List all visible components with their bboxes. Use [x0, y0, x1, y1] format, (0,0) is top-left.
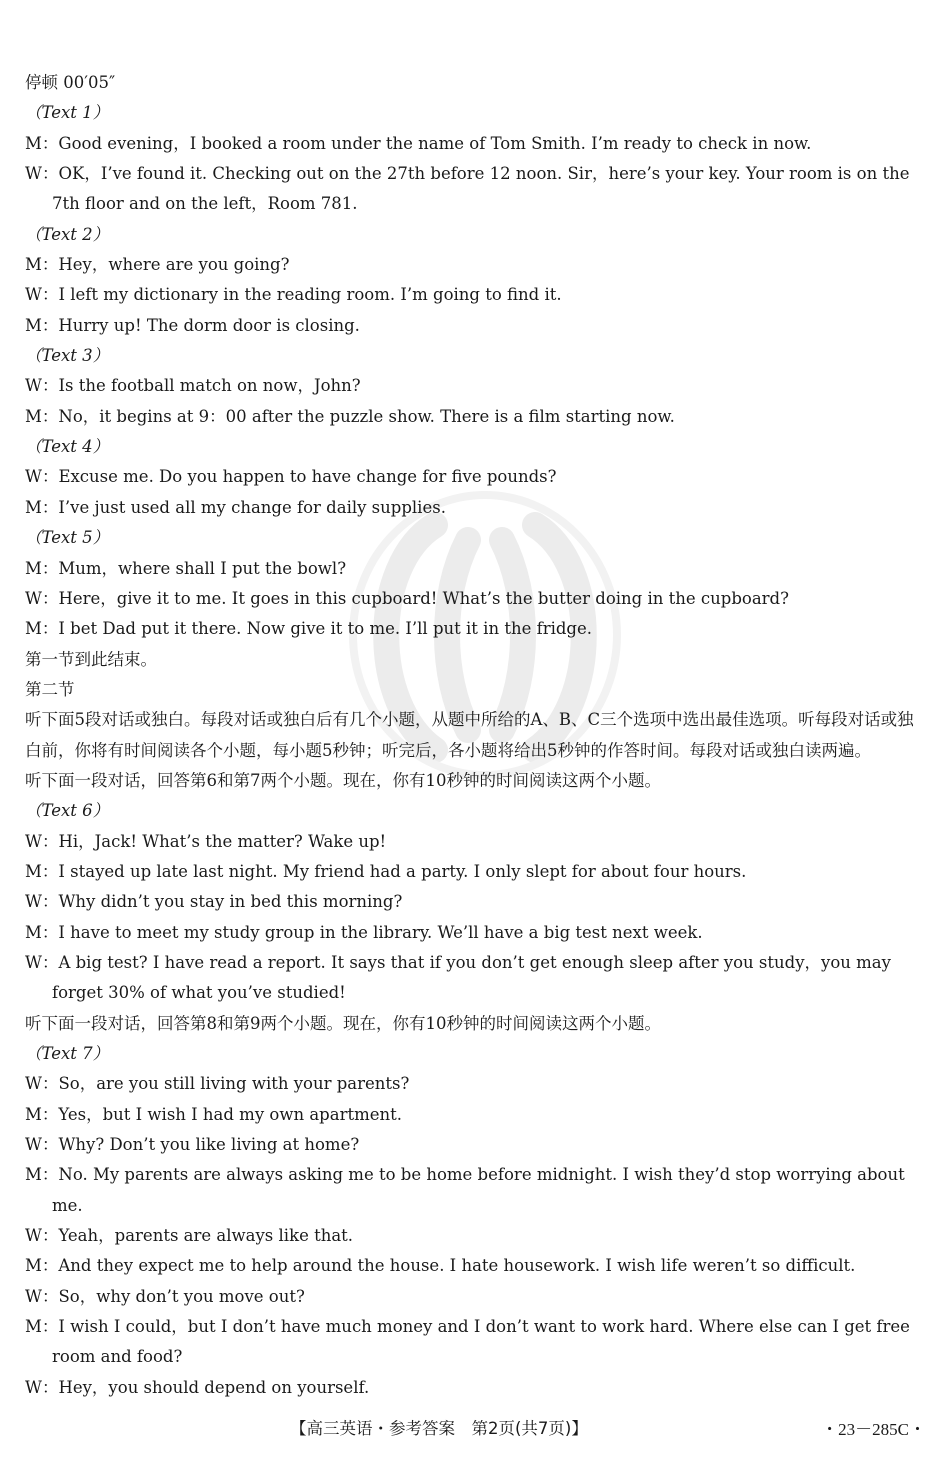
dialog-line: M：Yes，but I wish I had my own apartment.: [25, 1104, 402, 1124]
footer-title: 【高三英语・参考答案 第2页(共7页)】: [290, 1419, 588, 1438]
dialog-line: W：A big test? I have read a report. It says that if you don’t get enough sleep after you study，you may forget 30% of what you’ve studied!: [25, 952, 891, 1003]
text-label: （Text 6）: [25, 801, 110, 821]
dialog-line: W：Why didn’t you stay in bed this morning?: [25, 892, 403, 912]
section-line: 第二节: [25, 679, 75, 699]
transcript-body: [25, 68, 930, 1403]
pause-line: 停顿 00′05″: [25, 73, 116, 92]
dialog-line: M：I have to meet my study group in the library. We’ll have a big test next week.: [25, 922, 703, 942]
text-label: （Text 2）: [25, 224, 110, 244]
section-line: 听下面一段对话，回答第8和第9两个小题。现在，你有10秒钟的时间阅读这两个小题。: [25, 1013, 661, 1033]
dialog-line: M：Mum，where shall I put the bowl?: [25, 558, 347, 578]
dialog-line: W：Hi，Jack! What’s the matter? Wake up!: [25, 831, 387, 851]
section-line: 听下面一段对话，回答第6和第7两个小题。现在，你有10秒钟的时间阅读这两个小题。: [25, 770, 661, 790]
dialog-line: W：Yeah，parents are always like that.: [25, 1226, 354, 1246]
text-label: （Text 3）: [25, 346, 110, 366]
footer-code: ・23－285C・: [821, 1420, 926, 1439]
dialog-line: W：OK，I’ve found it. Checking out on the 27th before 12 noon. Sir，here’s your key. Your room is on the 7th floor and on the left，Room 781.: [25, 164, 910, 214]
dialog-line: W：Excuse me. Do you happen to have change for five pounds?: [25, 467, 557, 487]
text-label: （Text 1）: [25, 103, 110, 123]
dialog-line: W：I left my dictionary in the reading room. I’m going to find it.: [25, 285, 562, 305]
dialog-line: M：Good evening，I booked a room under the name of Tom Smith. I’m ready to check in now.: [25, 133, 812, 153]
dialog-line: M：I bet Dad put it there. Now give it to me. I’ll put it in the fridge.: [25, 619, 592, 639]
dialog-line: W：So，why don’t you move out?: [25, 1286, 305, 1306]
dialog-line: M：Hey，where are you going?: [25, 255, 290, 275]
transcript-lines: [25, 98, 930, 1403]
text-label: （Text 7）: [25, 1044, 110, 1063]
dialog-line: W：Why? Don’t you like living at home?: [25, 1135, 360, 1155]
dialog-line: W：So，are you still living with your parents?: [25, 1074, 410, 1094]
dialog-line: M：No. My parents are always asking me to be home before midnight. I wish they’d stop worrying about me.: [25, 1165, 905, 1215]
dialog-line: M：I stayed up late last night. My friend had a party. I only slept for about four hours.: [25, 861, 747, 881]
dialog-line: M：I wish I could，but I don’t have much money and I don’t want to work hard. Where else can I get free room and food?: [25, 1317, 910, 1367]
page-footer: [0, 1415, 950, 1441]
text-label: （Text 4）: [25, 437, 110, 457]
instruction-paragraph: 听下面5段对话或独白。每段对话或独白后有几个小题，从题中所给的A、B、C三个选项中选出最佳选项。听每段对话或独白前，你将有时间阅读各个小题，每小题5秒钟；听完后，各小题将给出5秒钟的作答时间。每段对话或独白读两遍。: [25, 710, 914, 760]
section-line: 第一节到此结束。: [25, 649, 157, 669]
dialog-line: M：And they expect me to help around the house. I hate housework. I wish life weren’t so difficult.: [25, 1256, 856, 1276]
dialog-line: M：Hurry up! The dorm door is closing.: [25, 315, 360, 335]
dialog-line: W：Here，give it to me. It goes in this cupboard! What’s the butter doing in the cupboard?: [25, 588, 789, 608]
dialog-line: M：No，it begins at 9：00 after the puzzle show. There is a film starting now.: [25, 406, 675, 426]
dialog-line: W：Hey，you should depend on yourself.: [25, 1377, 370, 1397]
dialog-line: W：Is the football match on now，John?: [25, 376, 361, 396]
text-label: （Text 5）: [25, 528, 110, 548]
dialog-line: M：I’ve just used all my change for daily supplies.: [25, 497, 446, 517]
